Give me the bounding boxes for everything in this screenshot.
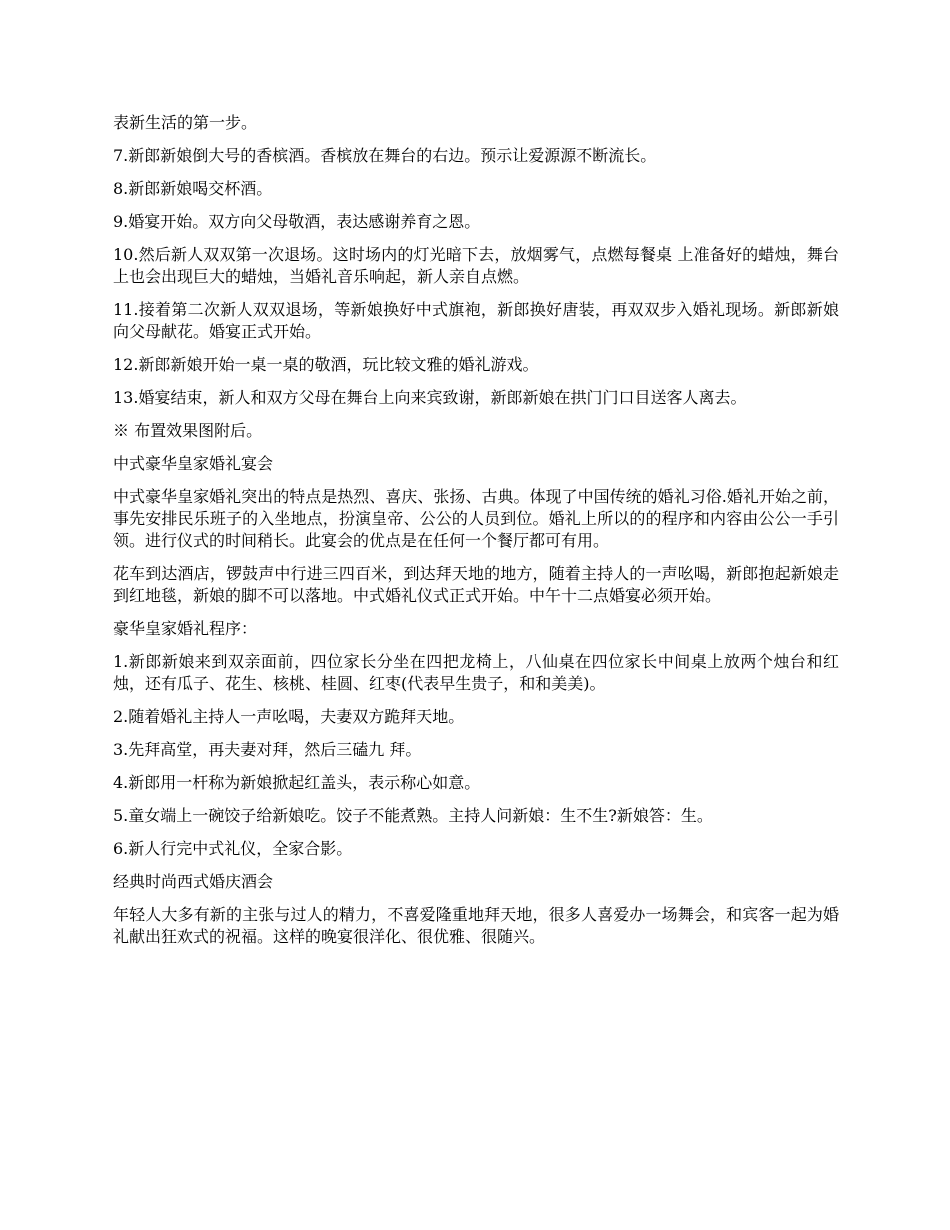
list-item-4: 4.新郎用一杆称为新娘掀起红盖头，表示称心如意。 [113, 773, 481, 792]
list-item-8: 8.新郎新娘喝交杯酒。 [113, 179, 273, 198]
list-item-12: 12.新郎新娘开始一桌一桌的敬酒，玩比较文雅的婚礼游戏。 [113, 355, 539, 374]
list-item-6: 6.新人行完中式礼仪，全家合影。 [113, 839, 353, 858]
list-item-1: 1.新郎新娘来到双亲面前，四位家长分坐在四把龙椅上，八仙桌在四位家长中间桌上放两个烛台和红烛，还有瓜子、花生、核桃、桂圆、红枣(代表早生贵子，和和美美)。 [113, 652, 839, 693]
paragraph: 年轻人大多有新的主张与过人的精力，不喜爱隆重地拜天地，很多人喜爱办一场舞会，和宾客一起为婚礼献出狂欢式的祝福。这样的晚宴很洋化、很优雅、很随兴。 [113, 905, 839, 946]
list-item-9: 9.婚宴开始。双方向父母敬酒，表达感谢养育之恩。 [113, 212, 481, 231]
section-heading-western: 经典时尚西式婚庆酒会 [113, 872, 274, 891]
paragraph: 表新生活的第一步。 [113, 113, 258, 132]
note-paragraph: ※ 布置效果图附后。 [113, 421, 263, 440]
section-heading-chinese-royal: 中式豪华皇家婚礼宴会 [113, 454, 274, 473]
list-item-13: 13.婚宴结束，新人和双方父母在舞台上向来宾致谢，新郎新娘在拱门门口目送客人离去。 [113, 388, 747, 407]
list-item-11: 11.接着第二次新人双双退场，等新娘换好中式旗袍，新郎换好唐装，再双双步入婚礼现场。新郎新娘向父母献花。婚宴正式开始。 [113, 300, 839, 341]
document-body [113, 112, 839, 959]
list-item-3: 3.先拜高堂，再夫妻对拜，然后三磕九 拜。 [113, 740, 422, 759]
list-item-2: 2.随着婚礼主持人一声吆喝，夫妻双方跪拜天地。 [113, 707, 465, 726]
list-item-5: 5.童女端上一碗饺子给新娘吃。饺子不能煮熟。主持人问新娘：生不生?新娘答：生。 [113, 806, 713, 825]
paragraph: 花车到达酒店，锣鼓声中行进三四百米，到达拜天地的地方，随着主持人的一声吆喝，新郎抱起新娘走到红地毯，新娘的脚不可以落地。中式婚礼仪式正式开始。中午十二点婚宴必须开始。 [113, 564, 839, 605]
list-item-10: 10.然后新人双双第一次退场。这时场内的灯光暗下去，放烟雾气，点燃每餐桌 上准备好的蜡烛，舞台上也会出现巨大的蜡烛，当婚礼音乐响起，新人亲自点燃。 [113, 245, 839, 286]
list-item-7: 7.新郎新娘倒大号的香槟酒。香槟放在舞台的右边。预示让爱源源不断流长。 [113, 146, 657, 165]
paragraph: 中式豪华皇家婚礼突出的特点是热烈、喜庆、张扬、古典。体现了中国传统的婚礼习俗.婚礼开始之前，事先安排民乐班子的入坐地点，扮演皇帝、公公的人员到位。婚礼上所以的的程序和内容由公公一手引领。进行仪式的时间稍长。此宴会的优点是在任何一个餐厅都可有用。 [113, 487, 839, 550]
section-heading-program: 豪华皇家婚礼程序： [113, 619, 258, 638]
